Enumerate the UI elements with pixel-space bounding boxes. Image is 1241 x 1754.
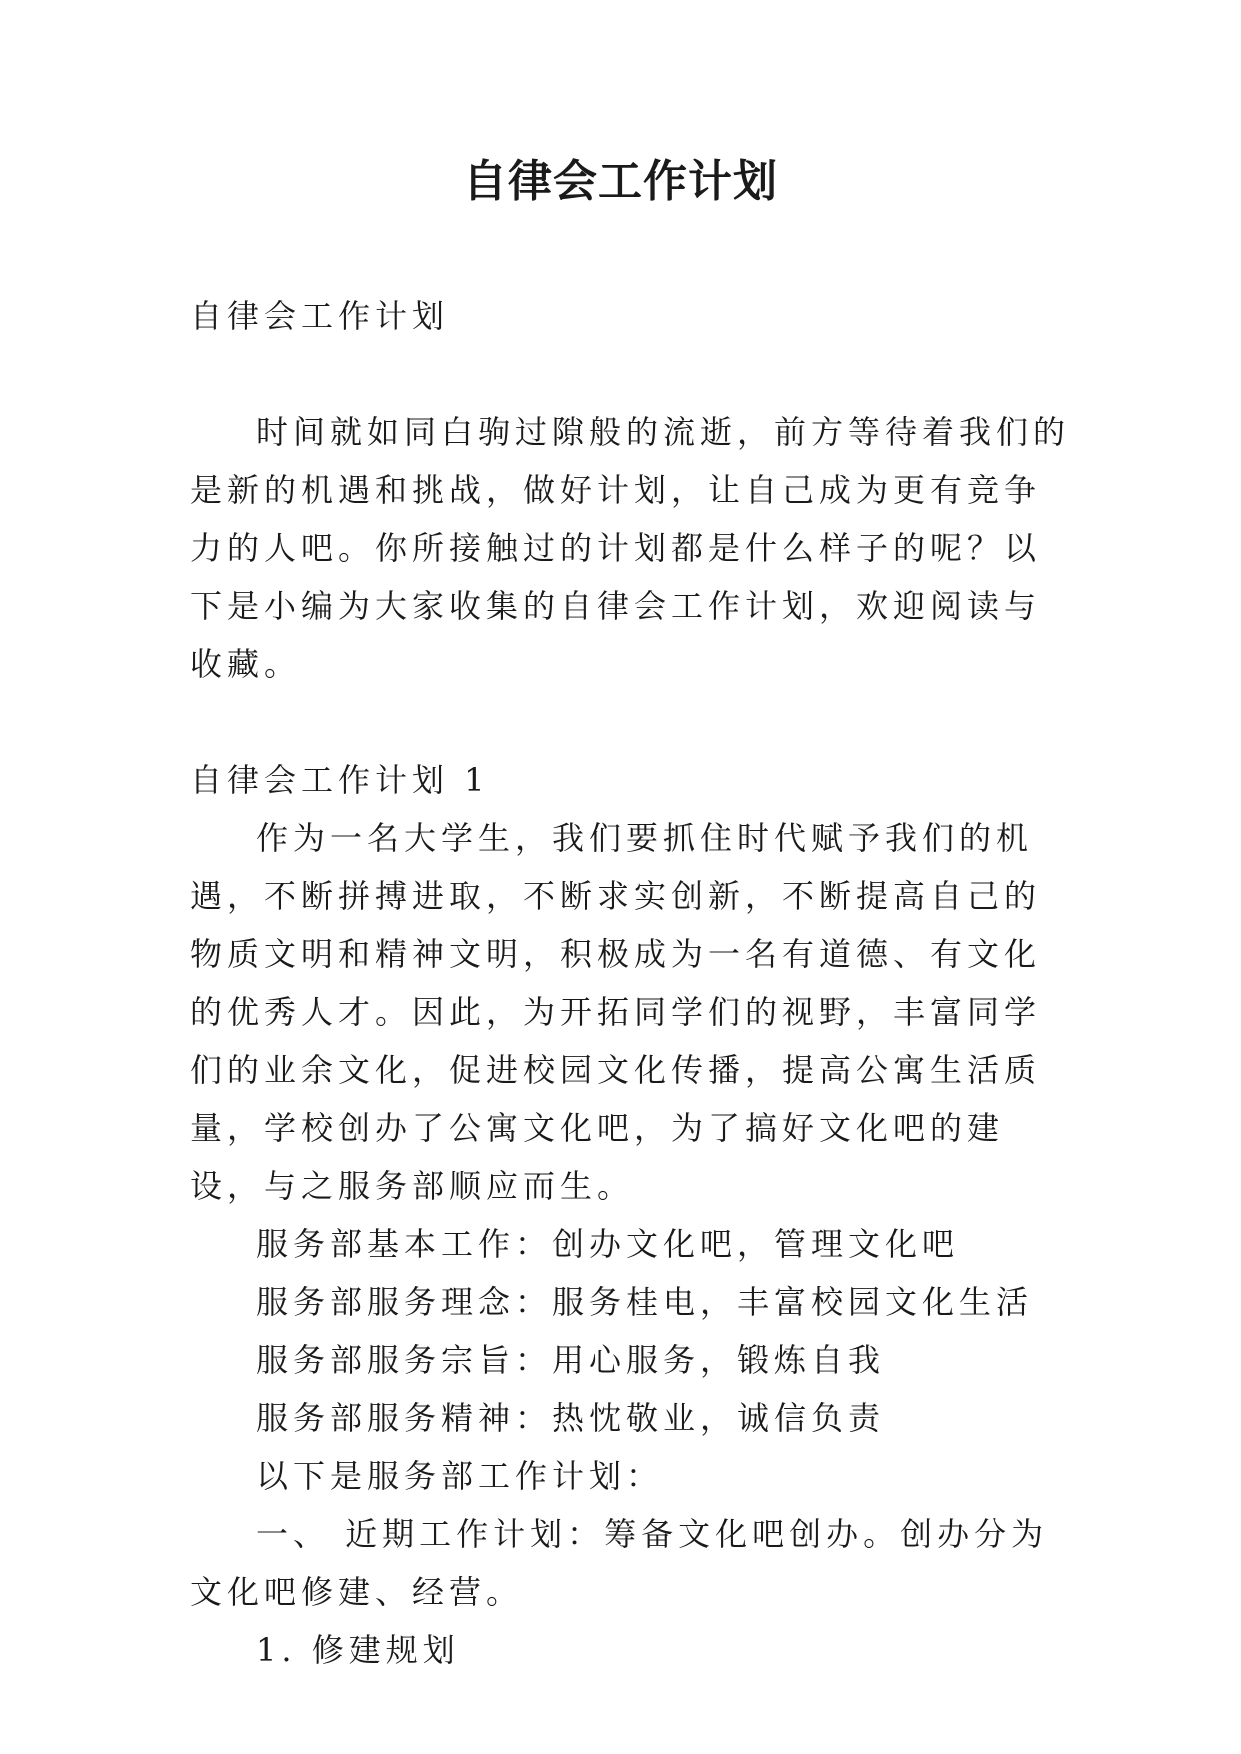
basic-work-line: 服务部基本工作：创办文化吧，管理文化吧 (256, 1225, 960, 1263)
plan-item-one: 一、 近期工作计划：筹备文化吧创办。创办分为文化吧修建、经营。 (190, 1515, 1049, 1611)
plan-item-one-sub: 1. 修建规划 (256, 1631, 460, 1669)
service-concept-line: 服务部服务理念：服务桂电，丰富校园文化生活 (256, 1283, 1034, 1321)
service-spirit-line: 服务部服务精神：热忱敬业，诚信负责 (256, 1399, 886, 1437)
document-title: 自律会工作计划 (463, 156, 778, 207)
section-heading: 自律会工作计划 1 (190, 761, 490, 799)
intro-paragraph: 时间就如同白驹过隙般的流逝，前方等待着我们的是新的机遇和挑战，做好计划，让自己成为更有竞争力的人吧。你所接触过的计划都是什么样子的呢？以下是小编为大家收集的自律会工作计划，欢迎阅读与收藏。 (190, 413, 1071, 683)
document-body (190, 287, 1070, 1679)
plan-intro-line: 以下是服务部工作计划： (256, 1457, 664, 1495)
service-tenet-line: 服务部服务宗旨：用心服务，锻炼自我 (256, 1341, 886, 1379)
section-paragraph: 作为一名大学生，我们要抓住时代赋予我们的机遇，不断拼搏进取，不断求实创新，不断提高自己的物质文明和精神文明，积极成为一名有道德、有文化的优秀人才。因此，为开拓同学们的视野，丰富同学们的业余文化，促进校园文化传播，提高公寓生活质量，学校创办了公寓文化吧，为了搞好文化吧的建设，与之服务部顺应而生。 (190, 819, 1042, 1205)
document-subtitle: 自律会工作计划 (190, 297, 450, 335)
